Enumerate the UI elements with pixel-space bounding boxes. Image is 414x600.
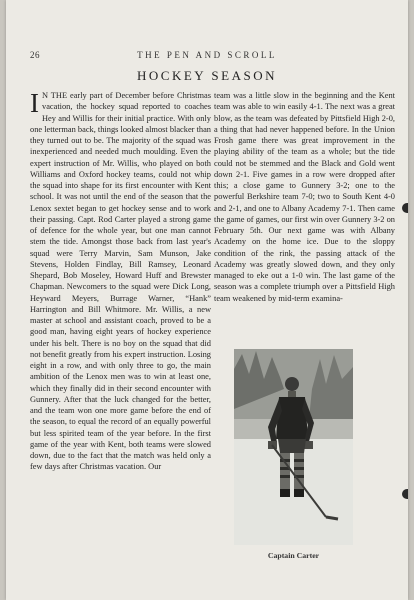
binding-hole [402,203,408,213]
article-column-left [30,90,211,473]
article-column-right [214,90,395,304]
publication-title: THE PEN AND SCROLL [137,50,277,60]
article-title: HOCKEY SEASON [137,68,277,83]
page-number: 26 [30,50,40,60]
drop-cap: I [30,88,39,118]
photo-caption: Captain Carter [267,551,320,560]
binding-hole [402,489,408,499]
hockey-player-image [234,349,353,545]
right-column-text: team was a little slow in the beginning and the Kent team was able to win easily 4-1. The next was a great blow, as the team was defeated by Pittsfield High 2-0, a thing that had never happened before. In the Union Frosh game there was great improvement in the playing ability of the team as a whole; but the tide could not be stemmed and the Black and Gold went down 2-1. Five games in a row were dropped after this; a close game to Gunnery 3-2; one to the powerful Berkshire team 7-0; two to South Kent 4-0 and 2-1, and one to Albany Academy 7-1. Then came the game of games, our first win over Gunnery 3-2 on February 5th. Our next game was with Albany Academy on the home ice. Due to the sloppy condition of the rink, the passing attack of the Academy was greatly slowed down, and they only managed to eke out a 1-0 win. The last game of the season was a complete triumph over a Pittsfield High team weakened by mid-term examina- [214,91,395,303]
left-column-text [30,90,211,473]
left-column-body: N THE early part of December before Christmas vacation, the hockey squad reported to coaches Hey and Willis for their initial practice. With only one letterman back, things looked almost blacker than they turned out to be. The majority of the squad was inexperienced and needed much moulding. Even the expert instruction of Mr. Willis, who played on both Williams and Oxford hockey teams, could not whip the squad into shape for its first encounter with Kent school. It was not until the end of the season that the Lenox sextet began to get hockey sense and to work their passing. Capt. Rod Carter played a strong game of defence for the whole year, but one man cannot stem the tide. Amongst those back from last year's squad were Terry Marvin, Sam Munson, Jake Stevens, Holden Findlay, Bill Ramsey, Leonard Shepard, Bob Moseley, Howard Huff and Brewster Chapman. Newcomers to the squad were Dick Long, Heyward Meyers, Burrage Warner, “Hank” Harrington and Bill Whitmore. Mr. Willis, a new master at school and assistant coach, proved to be a good man, having eight years of hockey experience under his belt. There is no boy on the squad that did not benefit greatly from his expert instruction. Losing eight in a row, and with only three to go, the main ambition of the Lenox men was to win at least one, which they finally did in their second encounter with Gunnery. After that the luck changed for the better, and the team won one more game before the end of the season, to equal the record of an equally powerful but less spirited team of the year before. In the first game of the year with Kent, both teams were slowed down, due to the fact that the match was held only a few days after Christmas vacation. Our [30,91,211,472]
page [6,0,408,600]
captain-photo [234,349,353,545]
